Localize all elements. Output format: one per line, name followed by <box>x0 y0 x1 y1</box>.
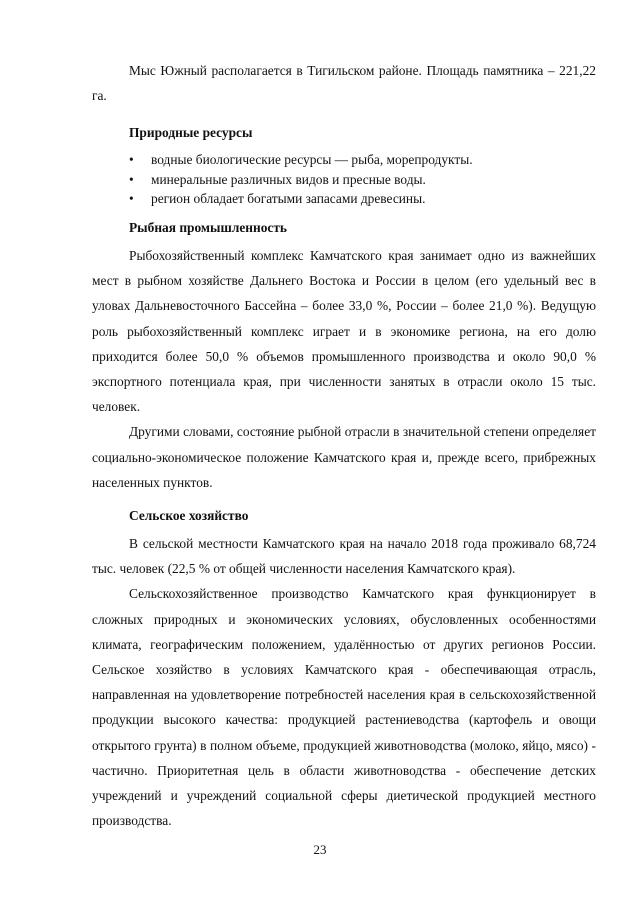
intro-paragraph: Мыс Южный располагается в Тигильском районе. Площадь памятника – 221,22 га. <box>92 63 596 104</box>
agriculture-paragraph: Сельскохозяйственное производство Камчатского края функционирует в сложных природных и экономических условиях, обусловленных особенностями климата, географическим положением, удалённостью от других регионов России. Сельское хозяйство в условиях Камчатского края - обеспечивающая отрасль, направленная на удовлетворение потребностей населения края в сельскохозяйственной продукции высокого качества: продукцией растениеводства (картофель и овощи открытого грунта) в полном объеме, продукцией животноводства (молоко, яйцо, мясо) - частично. Приоритетная цель в области животноводства - обеспечение детских учреждений и учреждений социальной сферы диетической продукцией местного производства. <box>92 586 596 829</box>
heading-natural-resources: Природные ресурсы <box>129 125 253 141</box>
page-content <box>92 58 596 833</box>
heading-fishing-industry: Рыбная промышленность <box>129 219 288 235</box>
fishing-paragraph: Другими словами, состояние рыбной отрасли в значительной степени определяет социально-экономическое положение Камчатского края и, прежде всего, прибрежных населенных пунктов. <box>92 424 596 490</box>
list-item-text: минеральные различных видов и пресные воды. <box>151 171 426 187</box>
natural-resources-list <box>92 150 596 209</box>
list-item <box>129 189 596 209</box>
heading-agriculture: Сельское хозяйство <box>129 507 249 523</box>
list-item-text: водные биологические ресурсы — рыба, морепродукты. <box>151 152 473 168</box>
list-item <box>129 150 596 170</box>
bullet-icon: • <box>129 171 134 187</box>
page-number: 23 <box>313 842 327 857</box>
bullet-icon: • <box>129 191 134 207</box>
list-item-text: регион обладает богатыми запасами древесины. <box>151 191 426 207</box>
bullet-icon: • <box>129 152 134 168</box>
list-item <box>129 170 596 190</box>
agriculture-paragraph: В сельской местности Камчатского края на начало 2018 года проживало 68,724 тыс. человек (22,5 % от общей численности населения Камчатского края). <box>92 535 596 577</box>
fishing-paragraph: Рыбохозяйственный комплекс Камчатского края занимает одно из важнейших мест в рыбном хозяйстве Дальнего Востока и России в целом (его удельный вес в уловах Дальневосточного Бассейна – более 33,0 %, России – более 21,0 %). Ведущую роль рыбохозяйственный комплекс играет и в экономике региона, на его долю приходится более 50,0 % объемов промышленного производства и около 90,0 % экспортного потенциала края, при численности занятых в отрасли около 15 тыс. человек. <box>92 247 596 415</box>
